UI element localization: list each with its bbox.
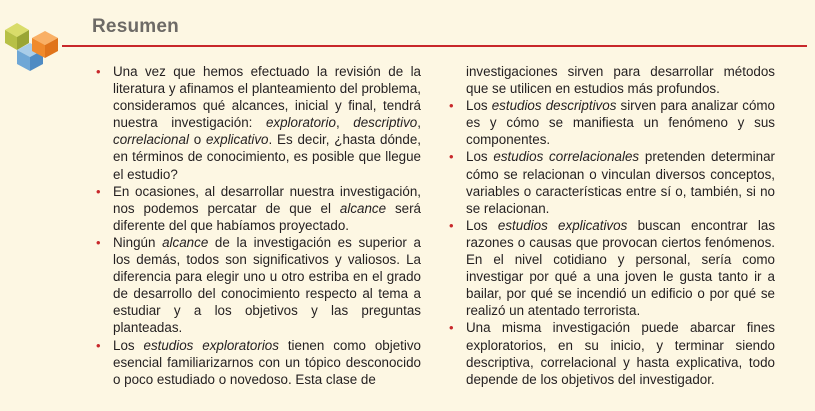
emphasized-term: estudios explicativos — [497, 217, 628, 233]
emphasized-term: alcance — [162, 234, 209, 250]
emphasized-term: explicativo — [205, 132, 269, 148]
bullet-marker: • — [96, 64, 101, 79]
text-segment: , — [335, 115, 354, 131]
text-segment: o — [188, 132, 206, 148]
emphasized-term: correlacional — [113, 132, 189, 148]
text-segment: tienen como objetivo esencial familiarizarnos con un tópico desconocido o poco estudiado o novedoso. Esta clase de — [113, 337, 422, 387]
left-bullet-list — [96, 63, 421, 388]
section-title: Resumen — [92, 16, 179, 37]
bullet-item — [449, 97, 775, 148]
text-segment: Una vez que hemos efectuado la revisión de la literatura y afinamos el planteamiento del problema, consideramos qué alcances, inicial y final, tendrá nuestra investigación: — [113, 64, 421, 131]
left-column — [96, 63, 421, 388]
emphasized-term: estudios correlacionales — [493, 149, 640, 165]
text-segment: Los — [466, 98, 492, 114]
title-divider — [62, 45, 807, 47]
right-bullet-list — [449, 63, 775, 388]
text-segment: , — [417, 115, 421, 131]
emphasized-term: descriptivo — [353, 115, 418, 131]
text-segment: de la investigación es superior a los demás, todos son significativos y valiosos. La diferencia para elegir uno u otro estriba en el grado de desarrollo del conocimiento respecto al tema a estudiar y a los objetivos y las preguntas planteadas. — [113, 234, 421, 336]
bullet-item — [449, 148, 775, 216]
text-segment: Una misma investigación puede abarcar fines exploratorios, en su inicio, y terminar siendo descriptiva, correlacional y hasta explicativa, todo depende de los objetivos del investigador. — [466, 320, 775, 387]
right-column — [449, 63, 775, 388]
emphasized-term: estudios exploratorios — [143, 337, 279, 353]
bullet-item — [96, 337, 421, 388]
bullet-item — [449, 319, 775, 387]
bullet-marker: • — [449, 98, 454, 114]
bullet-item — [449, 217, 775, 320]
bullet-item — [96, 234, 421, 337]
text-segment: pretenden determinar cómo se relacionan o vinculan diversos conceptos, variables o características entre sí o, también, si no se relacionan. — [466, 149, 776, 216]
emphasized-term: alcance — [339, 200, 387, 216]
text-segment: En ocasiones, al desarrollar nuestra investigación, nos podemos percatar de que el — [113, 183, 421, 216]
text-segment: buscan encontrar las razones o causas que provocan ciertos fenómenos. En el nivel cotidiano y personal, sería como investigar por qué a una joven le gusta tanto ir a bailar, por qué se incendió un edificio o por qué se realizó un atentado terrorista. — [466, 217, 776, 319]
emphasized-term: estudios descriptivos — [491, 98, 617, 114]
text-segment: Los — [466, 217, 498, 233]
bullet-marker: • — [96, 183, 101, 199]
bullet-marker: • — [96, 234, 101, 250]
text-segment: investigaciones sirven para desarrollar métodos que se utilicen en estudios más profundos. — [466, 64, 775, 97]
stacked-cubes-icon — [0, 0, 80, 80]
text-segment: . Es decir, ¿hasta dónde, en términos de conocimiento, es posible que llegue el estudio? — [113, 132, 421, 182]
text-segment: Los — [113, 337, 144, 353]
bullet-marker: • — [449, 149, 454, 165]
bullet-marker: • — [449, 217, 454, 233]
bullet-item — [96, 63, 421, 183]
emphasized-term: exploratorio — [265, 115, 336, 131]
bullet-marker: • — [449, 320, 454, 336]
text-segment: será diferente del que habíamos proyectado. — [113, 200, 421, 233]
bullet-item — [96, 183, 421, 234]
text-segment: Ningún — [113, 234, 163, 250]
text-segment: sirven para analizar cómo es y cómo se manifiesta un fenómeno y sus componentes. — [466, 98, 775, 148]
bullet-marker: • — [96, 337, 101, 353]
text-segment: Los — [466, 149, 494, 165]
bullet-item-continuation — [449, 63, 775, 97]
